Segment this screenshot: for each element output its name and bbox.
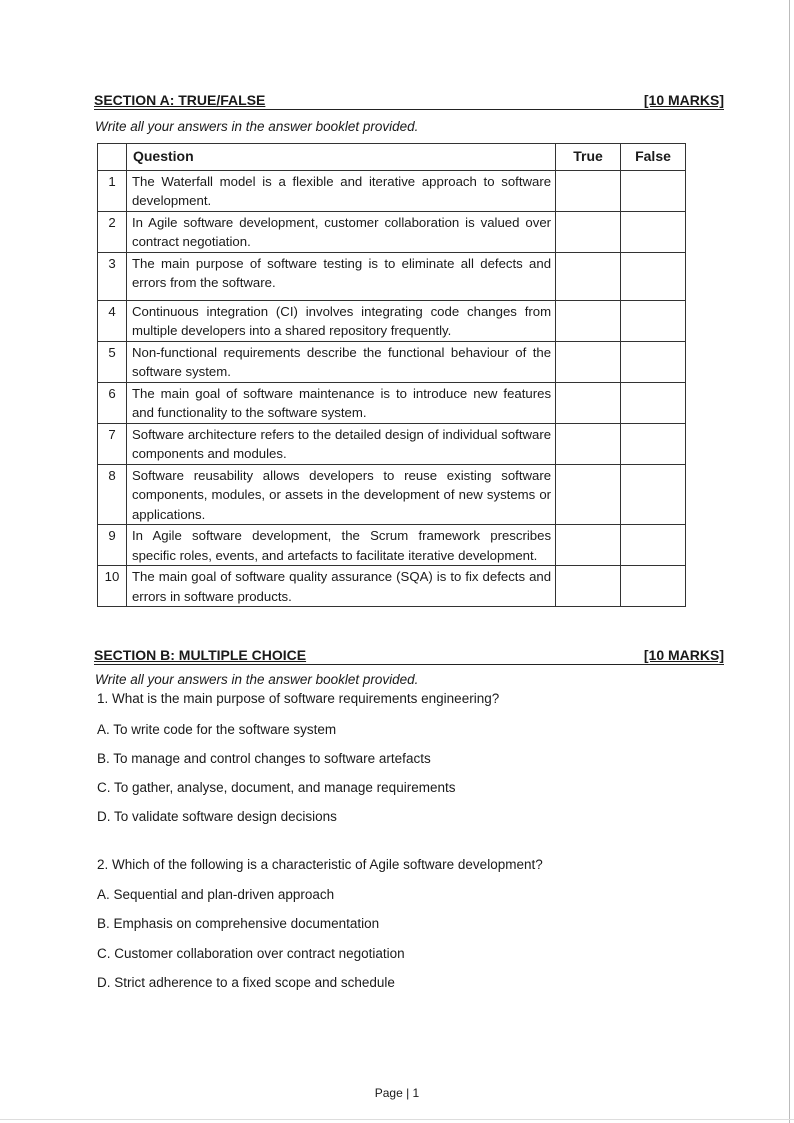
- row-number: 7: [98, 423, 127, 464]
- row-number: 6: [98, 382, 127, 423]
- row-question: The Waterfall model is a flexible and iterative approach to software development.: [126, 170, 555, 211]
- true-false-table: [97, 143, 686, 607]
- section-a-heading: [94, 92, 724, 110]
- section-b-title: SECTION B: MULTIPLE CHOICE: [94, 647, 307, 663]
- table-header-row: [98, 144, 686, 171]
- false-header: False: [621, 144, 686, 171]
- section-a-marks: [10 MARKS]: [643, 92, 724, 108]
- row-question: Non-functional requirements describe the functional behaviour of the software system.: [126, 341, 555, 382]
- mc-option: A. To write code for the software system: [97, 722, 337, 737]
- row-question: In Agile software development, the Scrum framework prescribes specific roles, events, and artefacts to facilitate iterative development.: [126, 525, 555, 566]
- false-cell[interactable]: [621, 170, 686, 211]
- true-cell[interactable]: [556, 211, 621, 252]
- true-cell[interactable]: [556, 252, 621, 300]
- false-cell[interactable]: [621, 525, 686, 566]
- false-cell[interactable]: [621, 341, 686, 382]
- false-cell[interactable]: [621, 464, 686, 525]
- table-row: [98, 464, 686, 525]
- mc-option: C. To gather, analyse, document, and manage requirements: [97, 780, 456, 795]
- row-question: The main goal of software maintenance is to introduce new features and functionality to the software system.: [126, 382, 555, 423]
- section-a-instruction: Write all your answers in the answer booklet provided.: [95, 119, 419, 134]
- table-row: [98, 566, 686, 607]
- page-number: Page | 1: [374, 1086, 420, 1100]
- table-row: [98, 211, 686, 252]
- false-cell[interactable]: [621, 423, 686, 464]
- row-question: The main purpose of software testing is to eliminate all defects and errors from the software.: [126, 252, 555, 300]
- section-a-title: SECTION A: TRUE/FALSE: [94, 92, 266, 108]
- row-number: 9: [98, 525, 127, 566]
- row-question: Software architecture refers to the detailed design of individual software components and modules.: [126, 423, 555, 464]
- true-cell[interactable]: [556, 341, 621, 382]
- row-question: The main goal of software quality assurance (SQA) is to fix defects and errors in software products.: [126, 566, 555, 607]
- false-cell[interactable]: [621, 252, 686, 300]
- row-number: 3: [98, 252, 127, 300]
- true-cell[interactable]: [556, 525, 621, 566]
- mc-option: A. Sequential and plan-driven approach: [97, 887, 335, 902]
- true-cell[interactable]: [556, 300, 621, 341]
- table-row: [98, 341, 686, 382]
- row-question: Continuous integration (CI) involves integrating code changes from multiple developers into a shared repository frequently.: [126, 300, 555, 341]
- table-row: [98, 252, 686, 300]
- section-b-instruction: Write all your answers in the answer booklet provided.: [95, 672, 419, 687]
- false-cell[interactable]: [621, 211, 686, 252]
- row-question: Software reusability allows developers to reuse existing software components, modules, or assets in the development of new systems or applications.: [126, 464, 555, 525]
- table-row: [98, 423, 686, 464]
- false-cell[interactable]: [621, 566, 686, 607]
- row-question: In Agile software development, customer collaboration is valued over contract negotiation.: [126, 211, 555, 252]
- mc-option: B. To manage and control changes to software artefacts: [97, 751, 431, 766]
- table-row: [98, 525, 686, 566]
- true-header: True: [556, 144, 621, 171]
- mc-question-2: 2. Which of the following is a characteristic of Agile software development?: [97, 857, 543, 872]
- question-header: Question: [126, 144, 555, 171]
- section-b-marks: [10 MARKS]: [643, 647, 724, 663]
- row-number: 4: [98, 300, 127, 341]
- true-cell[interactable]: [556, 464, 621, 525]
- mc-option: B. Emphasis on comprehensive documentation: [97, 916, 380, 931]
- row-number: 8: [98, 464, 127, 525]
- table-row: [98, 382, 686, 423]
- row-number: 10: [98, 566, 127, 607]
- mc-option: D. Strict adherence to a fixed scope and schedule: [97, 975, 395, 990]
- false-cell[interactable]: [621, 300, 686, 341]
- table-row: [98, 170, 686, 211]
- true-cell[interactable]: [556, 566, 621, 607]
- mc-option: D. To validate software design decisions: [97, 809, 337, 824]
- row-number: 1: [98, 170, 127, 211]
- row-number: 2: [98, 211, 127, 252]
- row-number: 5: [98, 341, 127, 382]
- scan-edge: [0, 1119, 794, 1120]
- section-b-heading: [94, 647, 724, 665]
- mc-question-1: 1. What is the main purpose of software requirements engineering?: [97, 691, 500, 706]
- table-row: [98, 300, 686, 341]
- num-header: [98, 144, 127, 171]
- true-cell[interactable]: [556, 170, 621, 211]
- scan-edge: [789, 0, 790, 1123]
- true-cell[interactable]: [556, 382, 621, 423]
- true-cell[interactable]: [556, 423, 621, 464]
- false-cell[interactable]: [621, 382, 686, 423]
- mc-option: C. Customer collaboration over contract negotiation: [97, 946, 405, 961]
